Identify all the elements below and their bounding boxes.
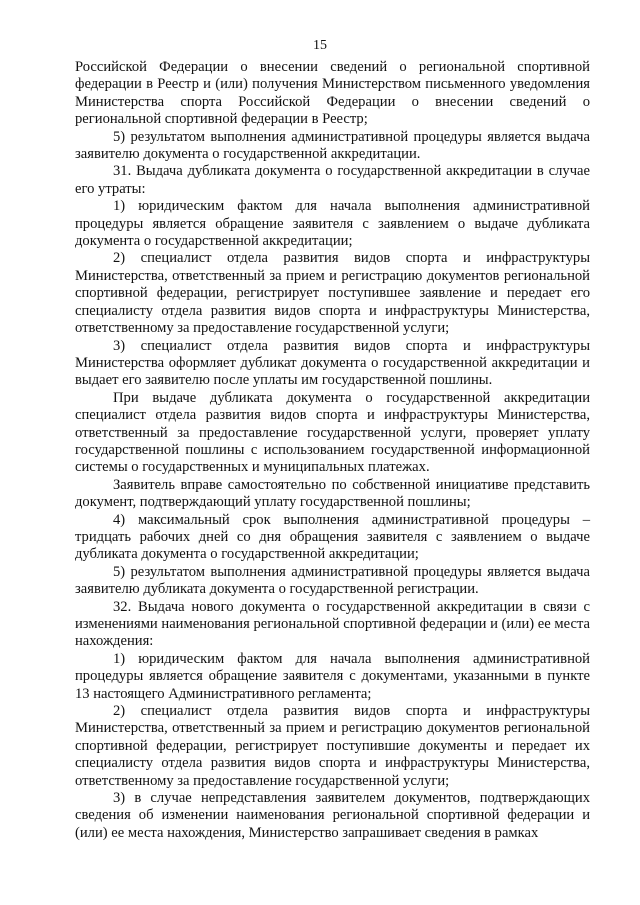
paragraph: 5) результатом выполнения административной процедуры является выдача заявителю документа о государственной аккредитации. xyxy=(75,128,590,163)
page-number: 15 xyxy=(313,38,327,53)
paragraph: 2) специалист отдела развития видов спорта и инфраструктуры Министерства, ответственный за прием и регистрацию документов региональной спортивной федерации, регистрирует поступившие документы и передает их специалисту отдела развития видов спорта и инфраструктуры Министерства, ответственному за предоставление государственной услуги; xyxy=(75,703,590,789)
paragraph: 5) результатом выполнения административной процедуры является выдача заявителю дубликата документа о государственной регистрации. xyxy=(75,563,590,598)
paragraph-item-32: 32. Выдача нового документа о государственной аккредитации в связи с изменениями наименования региональной спортивной федерации и (или) ее места нахождения: xyxy=(75,598,590,650)
document-body xyxy=(75,59,590,842)
paragraph: 2) специалист отдела развития видов спорта и инфраструктуры Министерства, ответственный за прием и регистрацию документов региональной спортивной федерации, регистрирует поступившее заявление и передает его специалисту отдела развития видов спорта и инфраструктуры Министерства, ответственному за предоставление государственной услуги; xyxy=(75,250,590,337)
paragraph: При выдаче дубликата документа о государственной аккредитации специалист отдела развития видов спорта и инфраструктуры Министерства, ответственный за предоставление государственной услуги, проверяет уплату государственной пошлины с использованием государственной информационной системы о государственных и муниципальных платежах. xyxy=(75,389,590,476)
paragraph: 3) в случае непредставления заявителем документов, подтверждающих сведения об изменении наименования региональной спортивной федерации и (или) ее места нахождения, Министерство запрашивает сведения в рамках xyxy=(75,790,590,841)
paragraph: 3) специалист отдела развития видов спорта и инфраструктуры Министерства оформляет дубликат документа о государственной аккредитации и выдает его заявителю после уплаты им государственной пошлины. xyxy=(75,337,590,389)
paragraph: 1) юридическим фактом для начала выполнения административной процедуры является обращение заявителя с документами, указанными в пункте 13 настоящего Административного регламента; xyxy=(75,650,590,702)
paragraph-item-31: 31. Выдача дубликата документа о государственной аккредитации в случае его утраты: xyxy=(75,163,590,197)
paragraph: 1) юридическим фактом для начала выполнения административной процедуры является обращение заявителя с заявлением о выдаче дубликата документа о государственной аккредитации; xyxy=(75,198,590,250)
paragraph: 4) максимальный срок выполнения административной процедуры – тридцать рабочих дней со дня обращения заявителя с заявлением о выдаче дубликата документа о государственной аккредитации; xyxy=(75,511,590,563)
paragraph-continuation: Российской Федерации о внесении сведений о региональной спортивной федерации в Реестр и (или) получения Министерством письменного уведомления Министерства спорта Российской Федерации о внесении сведений о региональной спортивной федерации в Реестр; xyxy=(75,59,590,128)
paragraph: Заявитель вправе самостоятельно по собственной инициативе представить документ, подтверждающий уплату государственной пошлины; xyxy=(75,476,590,511)
